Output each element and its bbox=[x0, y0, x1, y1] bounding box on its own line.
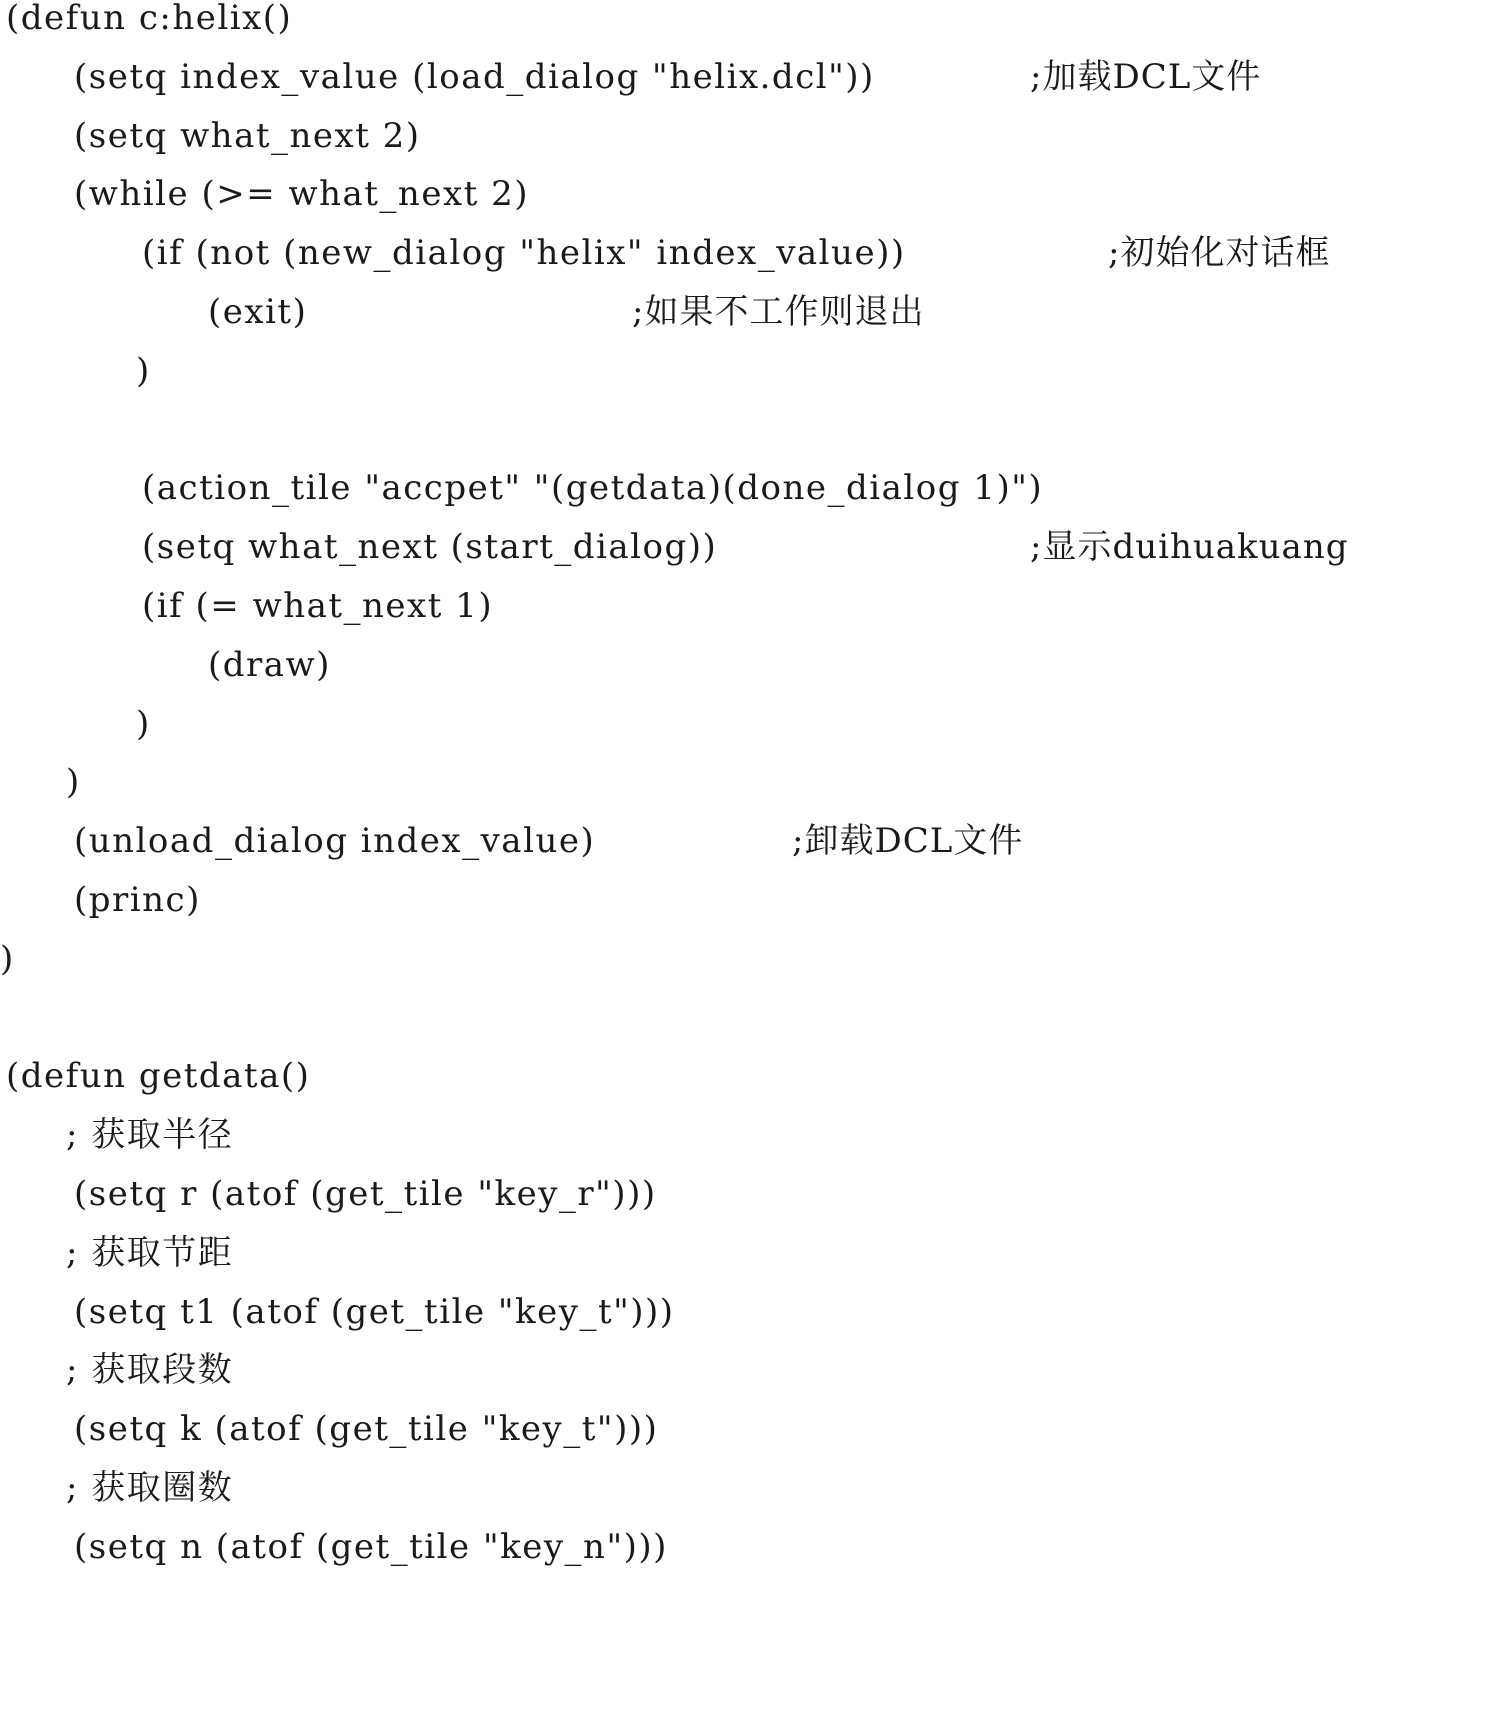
code-line bbox=[0, 696, 1507, 752]
code-text: ) bbox=[136, 350, 151, 391]
code-line bbox=[0, 872, 1507, 928]
code-text: ; 获取节距 bbox=[66, 1232, 234, 1273]
code-text: (setq what_next (start_dialog)) bbox=[142, 527, 718, 568]
code-line bbox=[0, 931, 1507, 987]
code-text: (princ) bbox=[74, 880, 201, 920]
code-comment: ;初始化对话框 bbox=[1108, 233, 1331, 274]
code-line bbox=[0, 813, 1507, 869]
code-line bbox=[0, 1401, 1507, 1457]
code-text: (defun getdata() bbox=[6, 1056, 311, 1097]
code-line bbox=[0, 637, 1507, 693]
code-line bbox=[0, 225, 1507, 281]
code-line bbox=[0, 1107, 1507, 1163]
code-line bbox=[0, 519, 1507, 575]
code-comment: ;如果不工作则退出 bbox=[632, 292, 925, 332]
code-text: (setq r (atof (get_tile "key_r"))) bbox=[74, 1174, 657, 1214]
code-text: (setq index_value (load_dialog "helix.dcl")) bbox=[74, 56, 875, 97]
code-line bbox=[0, 578, 1507, 634]
code-line bbox=[0, 402, 1507, 458]
code-comment: ;显示duihuakuang bbox=[1030, 527, 1349, 568]
code-line bbox=[0, 990, 1507, 1046]
code-line bbox=[0, 1166, 1507, 1222]
code-line bbox=[0, 166, 1507, 222]
code-text: (defun c:helix() bbox=[6, 0, 293, 38]
code-text: (if (not (new_dialog "helix" index_value)) bbox=[142, 233, 906, 274]
code-text: (exit) bbox=[208, 292, 308, 332]
code-text: (while (>= what_next 2) bbox=[74, 174, 529, 215]
code-text: (draw) bbox=[208, 644, 331, 685]
code-text: ; 获取圈数 bbox=[66, 1468, 234, 1508]
code-line bbox=[0, 754, 1507, 810]
code-line bbox=[0, 1284, 1507, 1340]
code-line bbox=[0, 343, 1507, 399]
code-comment: ;加载DCL文件 bbox=[1030, 56, 1262, 97]
code-text: (unload_dialog index_value) bbox=[74, 821, 596, 862]
code-comment: ;卸载DCL文件 bbox=[792, 821, 1024, 862]
code-line bbox=[0, 108, 1507, 164]
code-text: ; 获取段数 bbox=[66, 1350, 234, 1391]
code-text: (setq n (atof (get_tile "key_n"))) bbox=[74, 1526, 668, 1567]
code-text: (setq what_next 2) bbox=[74, 115, 421, 156]
code-text: (if (= what_next 1) bbox=[142, 586, 494, 626]
code-line bbox=[0, 1342, 1507, 1398]
code-text: ) bbox=[136, 703, 151, 744]
code-text: (setq k (atof (get_tile "key_t"))) bbox=[74, 1409, 659, 1450]
code-line bbox=[0, 284, 1507, 340]
code-line bbox=[0, 1519, 1507, 1575]
code-line bbox=[0, 49, 1507, 105]
code-line bbox=[0, 1225, 1507, 1281]
code-line bbox=[0, 0, 1507, 46]
code-text: (action_tile "accpet" "(getdata)(done_dialog 1)") bbox=[142, 468, 1044, 509]
code-line bbox=[0, 460, 1507, 516]
code-text: ; 获取半径 bbox=[66, 1115, 234, 1156]
code-text: (setq t1 (atof (get_tile "key_t"))) bbox=[74, 1291, 675, 1332]
code-line bbox=[0, 1048, 1507, 1104]
code-text: ) bbox=[66, 762, 81, 803]
code-text: ) bbox=[0, 938, 15, 979]
code-line bbox=[0, 1460, 1507, 1516]
